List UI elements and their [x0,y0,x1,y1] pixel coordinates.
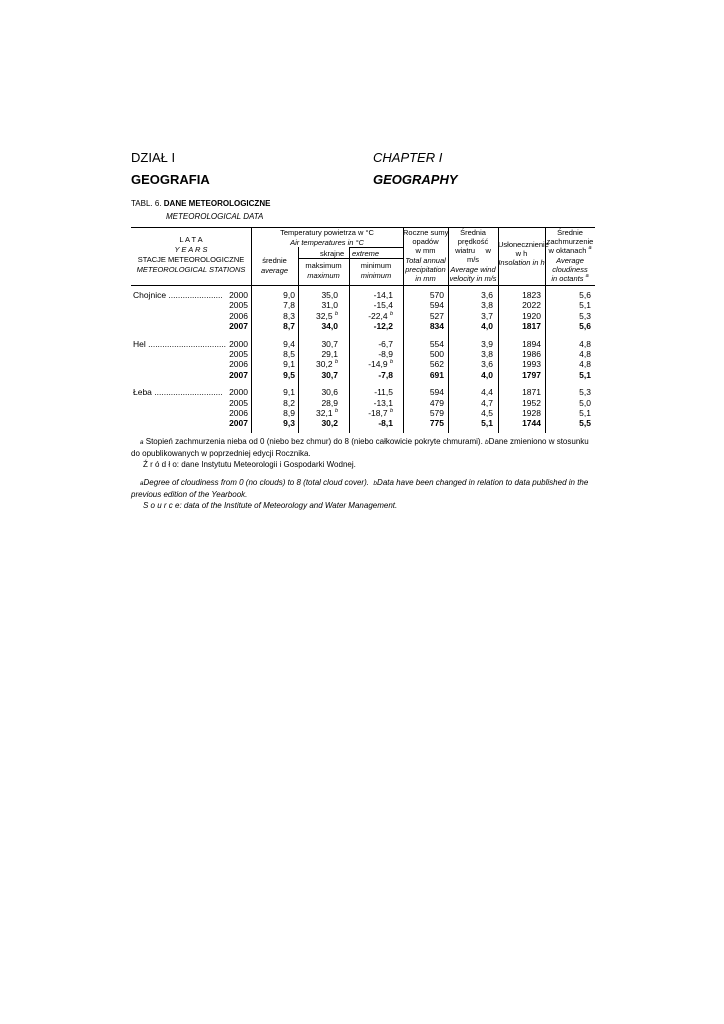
footnote-pl [131,436,595,459]
section-title-en: GEOGRAPHY [373,172,458,187]
cell-insol-value: 1894 [522,338,541,349]
meteorological-table [131,227,595,433]
cell-min [374,398,393,408]
cell-year [229,418,248,428]
cell-insol-value: 1986 [522,349,541,359]
cell-max-value: 32,1 [316,408,333,418]
cell-avg [283,387,295,397]
cell-min-value: -11,5 [374,387,393,398]
cell-min-value: -7,8 [378,369,393,380]
cell-cloud-value: 5,1 [579,300,591,311]
cell-min-value: -15,4 [373,300,393,311]
cell-cloud [579,339,591,349]
cell-wind [481,387,493,397]
cell-cloud-value: 5,1 [579,369,591,380]
cell-wind [481,398,493,408]
cell-avg-value: 9,3 [283,418,295,429]
cell-cloud-value: 5,3 [579,387,591,398]
cell-wind-value: 3,7 [481,310,493,321]
cell-min-value: -13,1 [373,397,393,408]
cell-max [321,387,338,397]
cell-max-value: 30,2 [316,359,333,370]
cell-year-value: 2006 [229,408,248,418]
cell-precip-value: 834 [429,320,444,331]
cell-max-value: 35,0 [321,290,338,300]
cell-year [229,311,248,321]
cell-cloud-value: 5,0 [579,397,591,408]
cell-avg [283,408,295,418]
cell-year [229,359,248,369]
cell-cloud-value: 4,8 [579,338,591,349]
cell-wind-value: 4,7 [481,397,493,408]
cell-year-value: 2000 [229,290,248,300]
footnote-marker-b: b [389,408,393,414]
header-cloud-pl-2: zachmurzenie [546,237,594,246]
cell-insol-value: 1823 [522,290,541,300]
cell-avg [283,339,295,349]
cell-year [229,408,248,418]
cell-max-value: 31,0 [321,300,338,311]
cell-year [229,300,248,310]
table-name-pl: DANE METEOROLOGICZNE [163,199,271,208]
header-precip-pl-1: Roczne sumy [403,228,449,237]
cell-wind [481,418,493,428]
cell-wind [481,311,493,321]
footnote-marker-a-en: a [139,480,144,487]
cell-avg [283,370,295,380]
cell-precip [430,290,444,300]
cell-wind [481,339,493,349]
cell-precip [430,349,444,359]
footnote-en [131,477,595,500]
cell-avg [283,311,295,321]
cell-insol-value: 1920 [522,310,541,321]
cell-insol-value: 1744 [522,418,541,429]
cell-precip-value: 594 [429,300,444,311]
header-years: Y E A R S [174,245,208,254]
cell-avg-value: 7,8 [283,300,295,311]
cell-wind [481,300,493,310]
header-minimum-pl: minimum [360,261,392,270]
cell-insol [522,339,541,349]
cell-min-value: -14,1 [373,290,393,300]
cell-cloud [579,408,591,418]
cell-insol [522,359,541,369]
header-bottom-rule [131,285,595,286]
header-cloud-pl-3 [545,246,595,256]
header-average: average [260,266,289,275]
cell-min [378,349,393,359]
cell-avg [283,398,295,408]
header-minimum-en: minimum [360,271,392,280]
cell-wind-value: 4,5 [481,408,493,418]
cell-max [321,339,338,349]
cell-wind-value: 3,6 [481,359,493,370]
footnote-marker-b: b [334,359,338,366]
cell-precip [430,387,444,397]
cell-max [321,418,338,428]
cell-precip-value: 570 [429,290,444,300]
cell-insol [522,370,541,380]
chapter-label-en: CHAPTER I [373,150,443,165]
cell-cloud [579,349,591,359]
cell-year [229,387,248,397]
header-wind-en-2: velocity in m/s [449,274,497,283]
cell-precip [430,359,444,369]
cell-avg-value: 8,5 [283,349,295,359]
header-precip-en-1: Total annual [405,256,446,265]
cell-avg-value: 8,2 [283,397,295,408]
cell-cloud [579,311,591,321]
cell-max [321,321,338,331]
footnote-marker-b-en: b [373,480,378,487]
table-number: TABL. 6. [131,199,162,208]
cell-min [374,290,393,300]
cell-cloud [579,387,591,397]
cell-wind [481,370,493,380]
table-title-en: METEOROLOGICAL DATA [166,212,264,221]
cell-insol-value: 2022 [522,300,541,311]
header-wind-pl-1: Średnia [460,228,486,237]
cell-precip-value: 579 [429,408,444,418]
header-srednie: średnie [262,256,287,265]
cell-wind-value: 3,6 [481,290,493,300]
cell-avg [283,418,295,428]
cell-year-value: 2000 [229,387,248,398]
cell-insol [522,290,541,300]
cell-max-value: 34,0 [321,320,338,331]
header-skrajne: skrajne [320,249,345,258]
cell-min [378,339,393,349]
footnote-marker-b: b [334,408,338,414]
cell-insol-value: 1817 [522,320,541,331]
cell-max [321,370,338,380]
cell-insol [522,418,541,428]
header-precip-en-2: precipitation [405,265,446,274]
footnote-marker-a: a [588,245,592,251]
footnote-marker-a: a [139,439,144,446]
cell-precip-value: 594 [429,387,444,398]
header-precip-pl-3: w mm [415,246,436,255]
footnote-en-a: Degree of cloudiness from 0 (no clouds) to 8 (total cloud cover). [143,478,369,487]
cell-year [229,339,248,349]
cell-avg [283,349,295,359]
cell-year-value: 2005 [229,349,248,359]
header-maksimum: maksimum [305,261,342,270]
cell-cloud [579,418,591,428]
cell-cloud-value: 4,8 [579,349,591,359]
footnote-en-b: Data have been changed in relation to data published in the previous edition of the Yearbook. [131,478,589,499]
footnote-marker-a-en: a [585,273,589,279]
header-precip-en-3: in mm [415,274,436,283]
cell-max [321,300,338,310]
cell-min [368,408,393,418]
cell-cloud [579,290,591,300]
cell-min-value: -8,1 [378,418,393,429]
cell-wind [481,321,493,331]
cell-year-value: 2007 [229,369,248,380]
cell-min-value: -8,9 [378,349,393,359]
cell-year-value: 2007 [229,418,248,429]
cell-cloud-value: 5,3 [579,310,591,321]
header-temp-en: Air temperatures in °C [290,238,364,247]
footnote-marker-b: b [334,310,338,317]
cell-avg-value: 8,7 [283,320,295,331]
cell-precip [430,370,444,380]
cell-precip-value: 775 [429,418,444,429]
header-cloud-pl-1: Średnie [557,228,583,237]
cell-cloud [579,321,591,331]
cell-max-value: 32,5 [316,310,333,321]
chapter-label-pl: DZIAŁ I [131,150,176,165]
station-name: Łeba ............................. [133,387,223,398]
section-title-pl: GEOGRAFIA [131,172,210,187]
header-wind-pl-3: wiatru w [455,246,491,255]
cell-avg-value: 9,1 [283,387,295,398]
header-wind-pl-4: m/s [466,255,480,264]
cell-wind-value: 4,4 [481,387,493,398]
footnote-marker-b: b [485,439,489,446]
subheader-rule [298,258,403,259]
cell-max-value: 28,9 [321,397,338,408]
source-pl: Ź r ó d ł o: dane Instytutu Meteorologii i Gospodarki Wodnej. [143,460,356,469]
header-cloud-en-3 [545,274,595,284]
header-stations: METEOROLOGICAL STATIONS [136,265,246,274]
header-stacje: STACJE METEOROLOGICZNE [137,255,245,264]
cell-year-value: 2005 [229,300,248,311]
cell-year-value: 2007 [229,320,248,331]
header-wind-en-1: Average wind [450,265,496,274]
cell-min-value: -12,2 [373,320,393,331]
cell-wind [481,359,493,369]
cell-insol [522,300,541,310]
header-temp-pl: Temperatury powietrza w °C [280,228,374,237]
header-lata: L A T A [179,235,203,244]
cell-cloud [579,370,591,380]
cell-min [374,321,393,331]
header-precip-pl-2: opadów [412,237,439,246]
header-insol-pl-2: w h [515,249,528,258]
cell-precip-value: 500 [429,349,444,359]
footnote-marker-b: b [389,310,393,317]
cell-precip-value: 562 [429,359,444,370]
cell-year-value: 2000 [229,338,248,349]
cell-avg [283,359,295,369]
cell-max [321,349,338,359]
cell-min [368,311,393,321]
cell-insol [522,321,541,331]
cell-cloud-value: 5,5 [579,418,591,429]
cell-insol-value: 1952 [522,397,541,408]
cell-max [316,408,338,418]
cell-cloud-value: 5,1 [579,408,591,418]
cell-avg-value: 8,9 [283,408,295,418]
cell-cloud [579,300,591,310]
cell-precip-value: 554 [429,338,444,349]
cell-year [229,370,248,380]
cell-min [368,359,393,369]
cell-precip [430,418,444,428]
cell-min-value: -6,7 [378,338,393,349]
cell-year-value: 2006 [229,359,248,370]
cell-cloud-value: 5,6 [579,320,591,331]
cell-wind-value: 4,0 [481,320,493,331]
cell-cloud-value: 4,8 [579,359,591,370]
cell-precip-value: 691 [429,369,444,380]
cell-min [378,370,393,380]
cell-cloud-value: 5,6 [579,290,591,300]
cell-min [378,418,393,428]
cell-max [321,290,338,300]
footnote-pl-b: Dane zmieniono w stosunku do opublikowanych w poprzedniej edycji Rocznika. [131,437,589,458]
header-insol-en: Insolation in h [498,258,545,267]
cell-wind-value: 3,8 [481,300,493,311]
cell-cloud [579,359,591,369]
cell-insol [522,398,541,408]
cell-max-value: 29,1 [321,349,338,359]
cell-max-value: 30,2 [321,418,338,429]
cell-year [229,290,248,300]
cell-precip [430,321,444,331]
header-insol-pl-1: Usłonecznienie [498,240,549,249]
cell-max [321,398,338,408]
cell-min [374,387,393,397]
cell-year [229,398,248,408]
cell-precip-value: 479 [429,397,444,408]
cell-insol-value: 1928 [522,408,541,418]
cell-insol-value: 1993 [522,359,541,370]
cell-avg-value: 9,0 [283,290,295,300]
cell-precip [430,339,444,349]
cell-avg [283,321,295,331]
cell-max [316,311,338,321]
cell-min-value: -22,4 [368,310,388,321]
cell-max-value: 30,6 [321,387,338,398]
cell-precip [430,311,444,321]
footnote-pl-a: Stopień zachmurzenia nieba od 0 (niebo bez chmur) do 8 (niebo całkowicie pokryte chmurami). [145,437,483,446]
cell-wind-value: 3,8 [481,349,493,359]
cell-max-value: 30,7 [321,369,338,380]
cell-precip [430,408,444,418]
cell-avg-value: 9,4 [283,338,295,349]
cell-wind-value: 3,9 [481,338,493,349]
cell-precip [430,300,444,310]
cell-year-value: 2005 [229,397,248,408]
cell-avg-value: 8,3 [283,310,295,321]
header-cloud-en-1: Average [556,256,584,265]
cell-wind [481,290,493,300]
station-name: Chojnice ....................... [133,290,223,300]
header-cloud-en-3-text: in octants [551,274,584,283]
header-cloud-pl-3-text: w oktanach [548,246,587,255]
header-wind-pl-2: prędkość [457,237,489,246]
cell-insol-value: 1797 [522,369,541,380]
cell-min-value: -18,7 [368,408,388,418]
footnote-marker-b: b [389,359,393,366]
table-title-pl [131,199,270,208]
source-en: S o u r c e: data of the Institute of Meteorology and Water Management. [143,501,398,510]
cell-wind [481,408,493,418]
cell-insol [522,408,541,418]
cell-min [374,300,393,310]
header-extreme: extreme [352,249,380,258]
cell-avg [283,290,295,300]
cell-insol-value: 1871 [522,387,541,398]
header-cloud-en-2: cloudiness [552,265,588,274]
cell-wind-value: 4,0 [481,369,493,380]
cell-avg-value: 9,5 [283,369,295,380]
cell-insol [522,311,541,321]
cell-min-value: -14,9 [368,359,388,370]
cell-avg-value: 9,1 [283,359,295,370]
cell-insol [522,349,541,359]
cell-year [229,349,248,359]
cell-avg [283,300,295,310]
station-name: Hel ................................. [133,338,227,349]
cell-max [316,359,338,369]
cell-insol [522,387,541,397]
cell-cloud [579,398,591,408]
cell-wind-value: 5,1 [481,418,493,429]
header-maximum: maximum [307,271,340,280]
cell-year-value: 2006 [229,310,248,321]
cell-max-value: 30,7 [321,338,338,349]
cell-precip-value: 527 [429,310,444,321]
cell-precip [430,398,444,408]
cell-year [229,321,248,331]
cell-wind [481,349,493,359]
